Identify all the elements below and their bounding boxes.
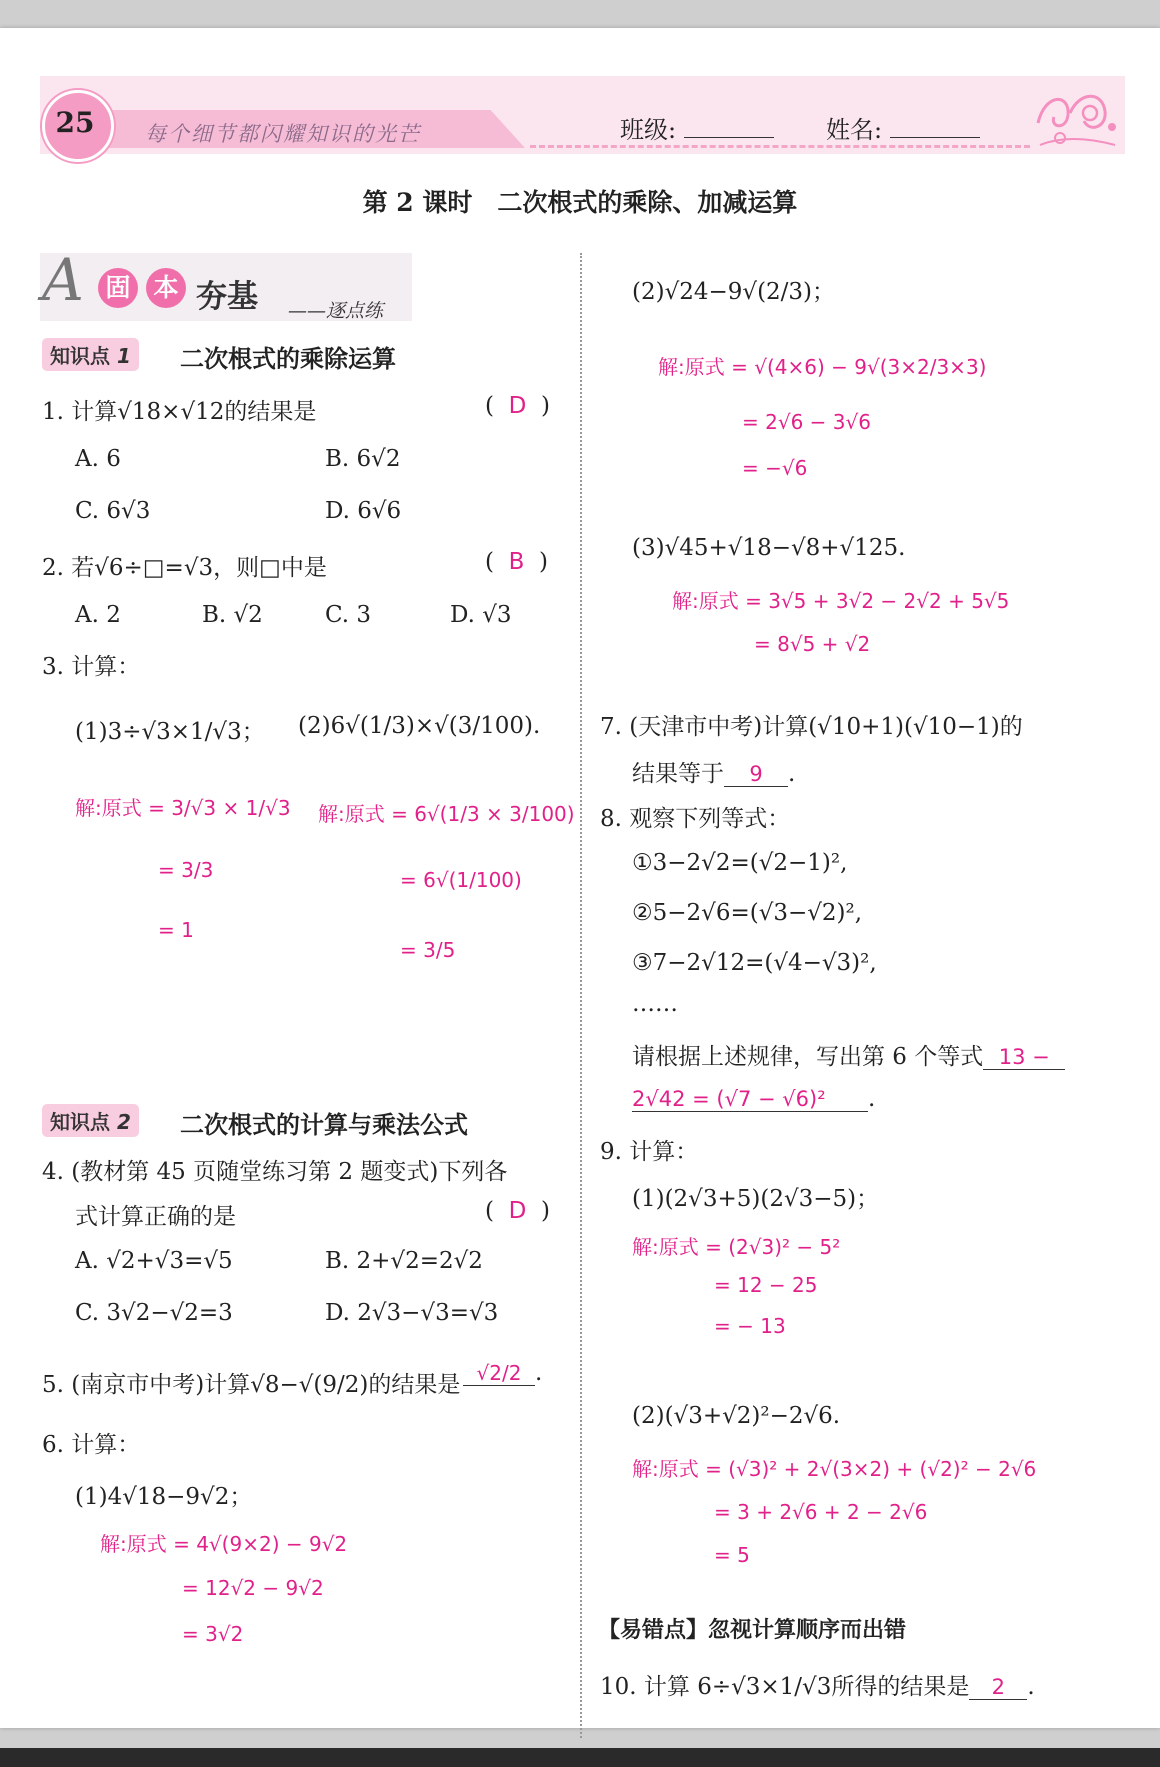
q2-option-b: B. √2 — [202, 602, 263, 628]
q9-solution2-line2: = 3 + 2√6 + 2 − 2√6 — [714, 1500, 928, 1524]
q3-part2: (2)6√(1/3)×√(3/100). — [298, 713, 541, 739]
name-blank[interactable] — [890, 137, 980, 138]
kp2-title: 二次根式的计算与乘法公式 — [180, 1111, 468, 1139]
q9-solution2-line1: 解:原式 = (√3)² + 2√(3×2) + (√2)² − 2√6 — [632, 1457, 1037, 1481]
q9-part1: (1)(2√3+5)(2√3−5)； — [632, 1186, 880, 1212]
kp2-badge-label: 知识点 — [50, 1110, 110, 1134]
q9-stem: 9. 计算： — [600, 1139, 699, 1165]
kp2-badge — [42, 1104, 139, 1137]
q5-answer-blank: √2/2 . — [463, 1360, 542, 1386]
q2-option-d: D. √3 — [450, 602, 512, 628]
q4-answer: D — [508, 1198, 527, 1224]
q8-equation3: ③7−2√12=(√4−√3)², — [632, 950, 877, 976]
q3-solution2-line1: 解:原式 = 6√(1/3 × 3/100) — [318, 802, 575, 826]
q9-solution1-line2: = 12 − 25 — [714, 1273, 818, 1297]
q2-option-c: C. 3 — [325, 602, 372, 628]
q6-solution2-line1: 解:原式 = √(4×6) − 9√(3×2/3×3) — [658, 355, 987, 379]
q8-ellipsis: …… — [632, 991, 678, 1017]
kp2-number: 2 — [116, 1110, 131, 1134]
q8-answer-line2: 2√42 = (√7 − √6)² . — [632, 1086, 876, 1112]
q7-stem-text: 结果等于 — [632, 761, 724, 787]
name-label: 姓名: — [826, 116, 883, 144]
q6-part3: (3)√45+√18−√8+√125. — [632, 535, 906, 561]
q1-stem: 1. 计算√18×√12的结果是 — [42, 399, 317, 425]
q6-solution1-line3: = 3√2 — [182, 1622, 244, 1646]
motto: 每个细节都闪耀知识的光芒 — [145, 122, 421, 146]
q7-stem-line1: 7. (天津市中考)计算(√10+1)(√10−1)的 — [600, 714, 1023, 740]
q3-solution1-line1: 解:原式 = 3/√3 × 1/√3 — [75, 796, 291, 820]
q5-stem: 5. (南京市中考)计算√8−√(9/2)的结果是 — [42, 1372, 461, 1398]
kp1-title: 二次根式的乘除运算 — [180, 345, 396, 373]
q6-solution2-line2: = 2√6 − 3√6 — [742, 410, 871, 434]
q1-option-b: B. 6√2 — [325, 446, 401, 472]
error-point-label: 【易错点】 — [598, 1618, 709, 1643]
kp1-badge — [42, 338, 139, 371]
q4-stem-line1: 4. (教材第 45 页随堂练习第 2 题变式)下列各 — [42, 1159, 508, 1185]
q1-answer-bracket: ( D ) — [485, 393, 550, 419]
q4-answer-bracket: ( D ) — [485, 1198, 550, 1224]
class-field[interactable] — [620, 110, 774, 145]
kp1-number: 1 — [116, 344, 131, 368]
q2-answer-bracket: ( B ) — [485, 549, 548, 575]
q10-stem-line: 10. 计算 6÷√3×1/√3所得的结果是 2 . — [600, 1674, 1035, 1700]
q6-solution2-line3: = −√6 — [742, 456, 808, 480]
q9-solution2-line3: = 5 — [714, 1543, 750, 1567]
q2-option-a: A. 2 — [75, 602, 121, 628]
q6-stem: 6. 计算： — [42, 1432, 141, 1458]
q4-option-c: C. 3√2−√2=3 — [75, 1300, 233, 1326]
kp1-badge-label: 知识点 — [50, 344, 110, 368]
q6-solution3-line2: = 8√5 + √2 — [754, 632, 871, 656]
q3-solution1-line2: = 3/3 — [158, 858, 214, 882]
page-number: 25 — [55, 106, 95, 139]
q3-solution1-line3: = 1 — [158, 918, 194, 942]
q7-stem-line2: 结果等于 9 . — [632, 761, 796, 787]
q10-stem: 10. 计算 6÷√3×1/√3所得的结果是 — [600, 1674, 970, 1700]
q1-option-d: D. 6√6 — [325, 498, 402, 524]
q1-answer: D — [508, 393, 527, 419]
lesson-title: 第 2 课时 二次根式的乘除、加减运算 — [362, 188, 798, 217]
q4-option-d: D. 2√3−√3=√3 — [325, 1300, 499, 1326]
q9-solution1-line3: = − 13 — [714, 1314, 786, 1338]
class-label: 班级: — [620, 116, 677, 144]
error-point-text: 忽视计算顺序而出错 — [708, 1618, 907, 1643]
name-field[interactable] — [826, 110, 980, 145]
q4-stem-line2: 式计算正确的是 — [75, 1204, 236, 1230]
q8-equation1: ①3−2√2=(√2−1)², — [632, 850, 848, 876]
q5-answer: √2/2 — [463, 1361, 535, 1386]
q3-stem: 3. 计算： — [42, 654, 141, 680]
q3-part1: (1)3÷√3×1/√3； — [75, 719, 265, 745]
flourish-ornament-icon — [1030, 83, 1120, 153]
section-char-2: 本 — [146, 268, 186, 308]
q8-equation2: ②5−2√6=(√3−√2)², — [632, 900, 863, 926]
q1-option-c: C. 6√3 — [75, 498, 151, 524]
q8-stem: 8. 观察下列等式： — [600, 806, 791, 832]
section-letter: A — [42, 246, 84, 314]
bottom-bar — [0, 1748, 1160, 1767]
q2-stem: 2. 若√6÷□=√3，则□中是 — [42, 555, 327, 581]
q9-part2: (2)(√3+√2)²−2√6. — [632, 1403, 841, 1429]
q3-solution2-line2: = 6√(1/100) — [400, 868, 522, 892]
error-point — [598, 1613, 906, 1644]
q6-solution1-line1: 解:原式 = 4√(9×2) − 9√2 — [100, 1532, 348, 1556]
q6-solution1-line2: = 12√2 − 9√2 — [182, 1576, 324, 1600]
q8-ask-text: 请根据上述规律，写出第 6 个等式 — [632, 1044, 984, 1070]
q7-answer: 9 — [724, 762, 788, 787]
q4-option-a: A. √2+√3=√5 — [75, 1248, 233, 1274]
q8-answer-part1: 13 − — [983, 1045, 1065, 1070]
column-divider — [580, 253, 582, 1738]
q6-solution3-line1: 解:原式 = 3√5 + 3√2 − 2√2 + 5√5 — [672, 589, 1010, 613]
section-subtitle: ——逐点练 — [288, 300, 384, 322]
section-char-1: 固 — [98, 268, 138, 308]
q2-answer: B — [508, 549, 525, 575]
q6-part1: (1)4√18−9√2； — [75, 1484, 253, 1510]
q3-solution2-line3: = 3/5 — [400, 938, 456, 962]
q8-answer-part2: 2√42 = (√7 − √6)² — [632, 1087, 868, 1112]
class-blank[interactable] — [684, 137, 774, 138]
q10-answer: 2 — [969, 1675, 1027, 1700]
q6-part2: (2)√24−9√(2/3)； — [632, 279, 836, 305]
workbook-page — [0, 28, 1160, 1728]
q4-option-b: B. 2+√2=2√2 — [325, 1248, 483, 1274]
header-dash-line — [530, 145, 1030, 148]
section-title: 夯基 — [196, 279, 258, 315]
q9-solution1-line1: 解:原式 = (2√3)² − 5² — [632, 1235, 841, 1259]
q8-ask — [632, 1038, 1065, 1071]
q1-option-a: A. 6 — [75, 446, 121, 472]
